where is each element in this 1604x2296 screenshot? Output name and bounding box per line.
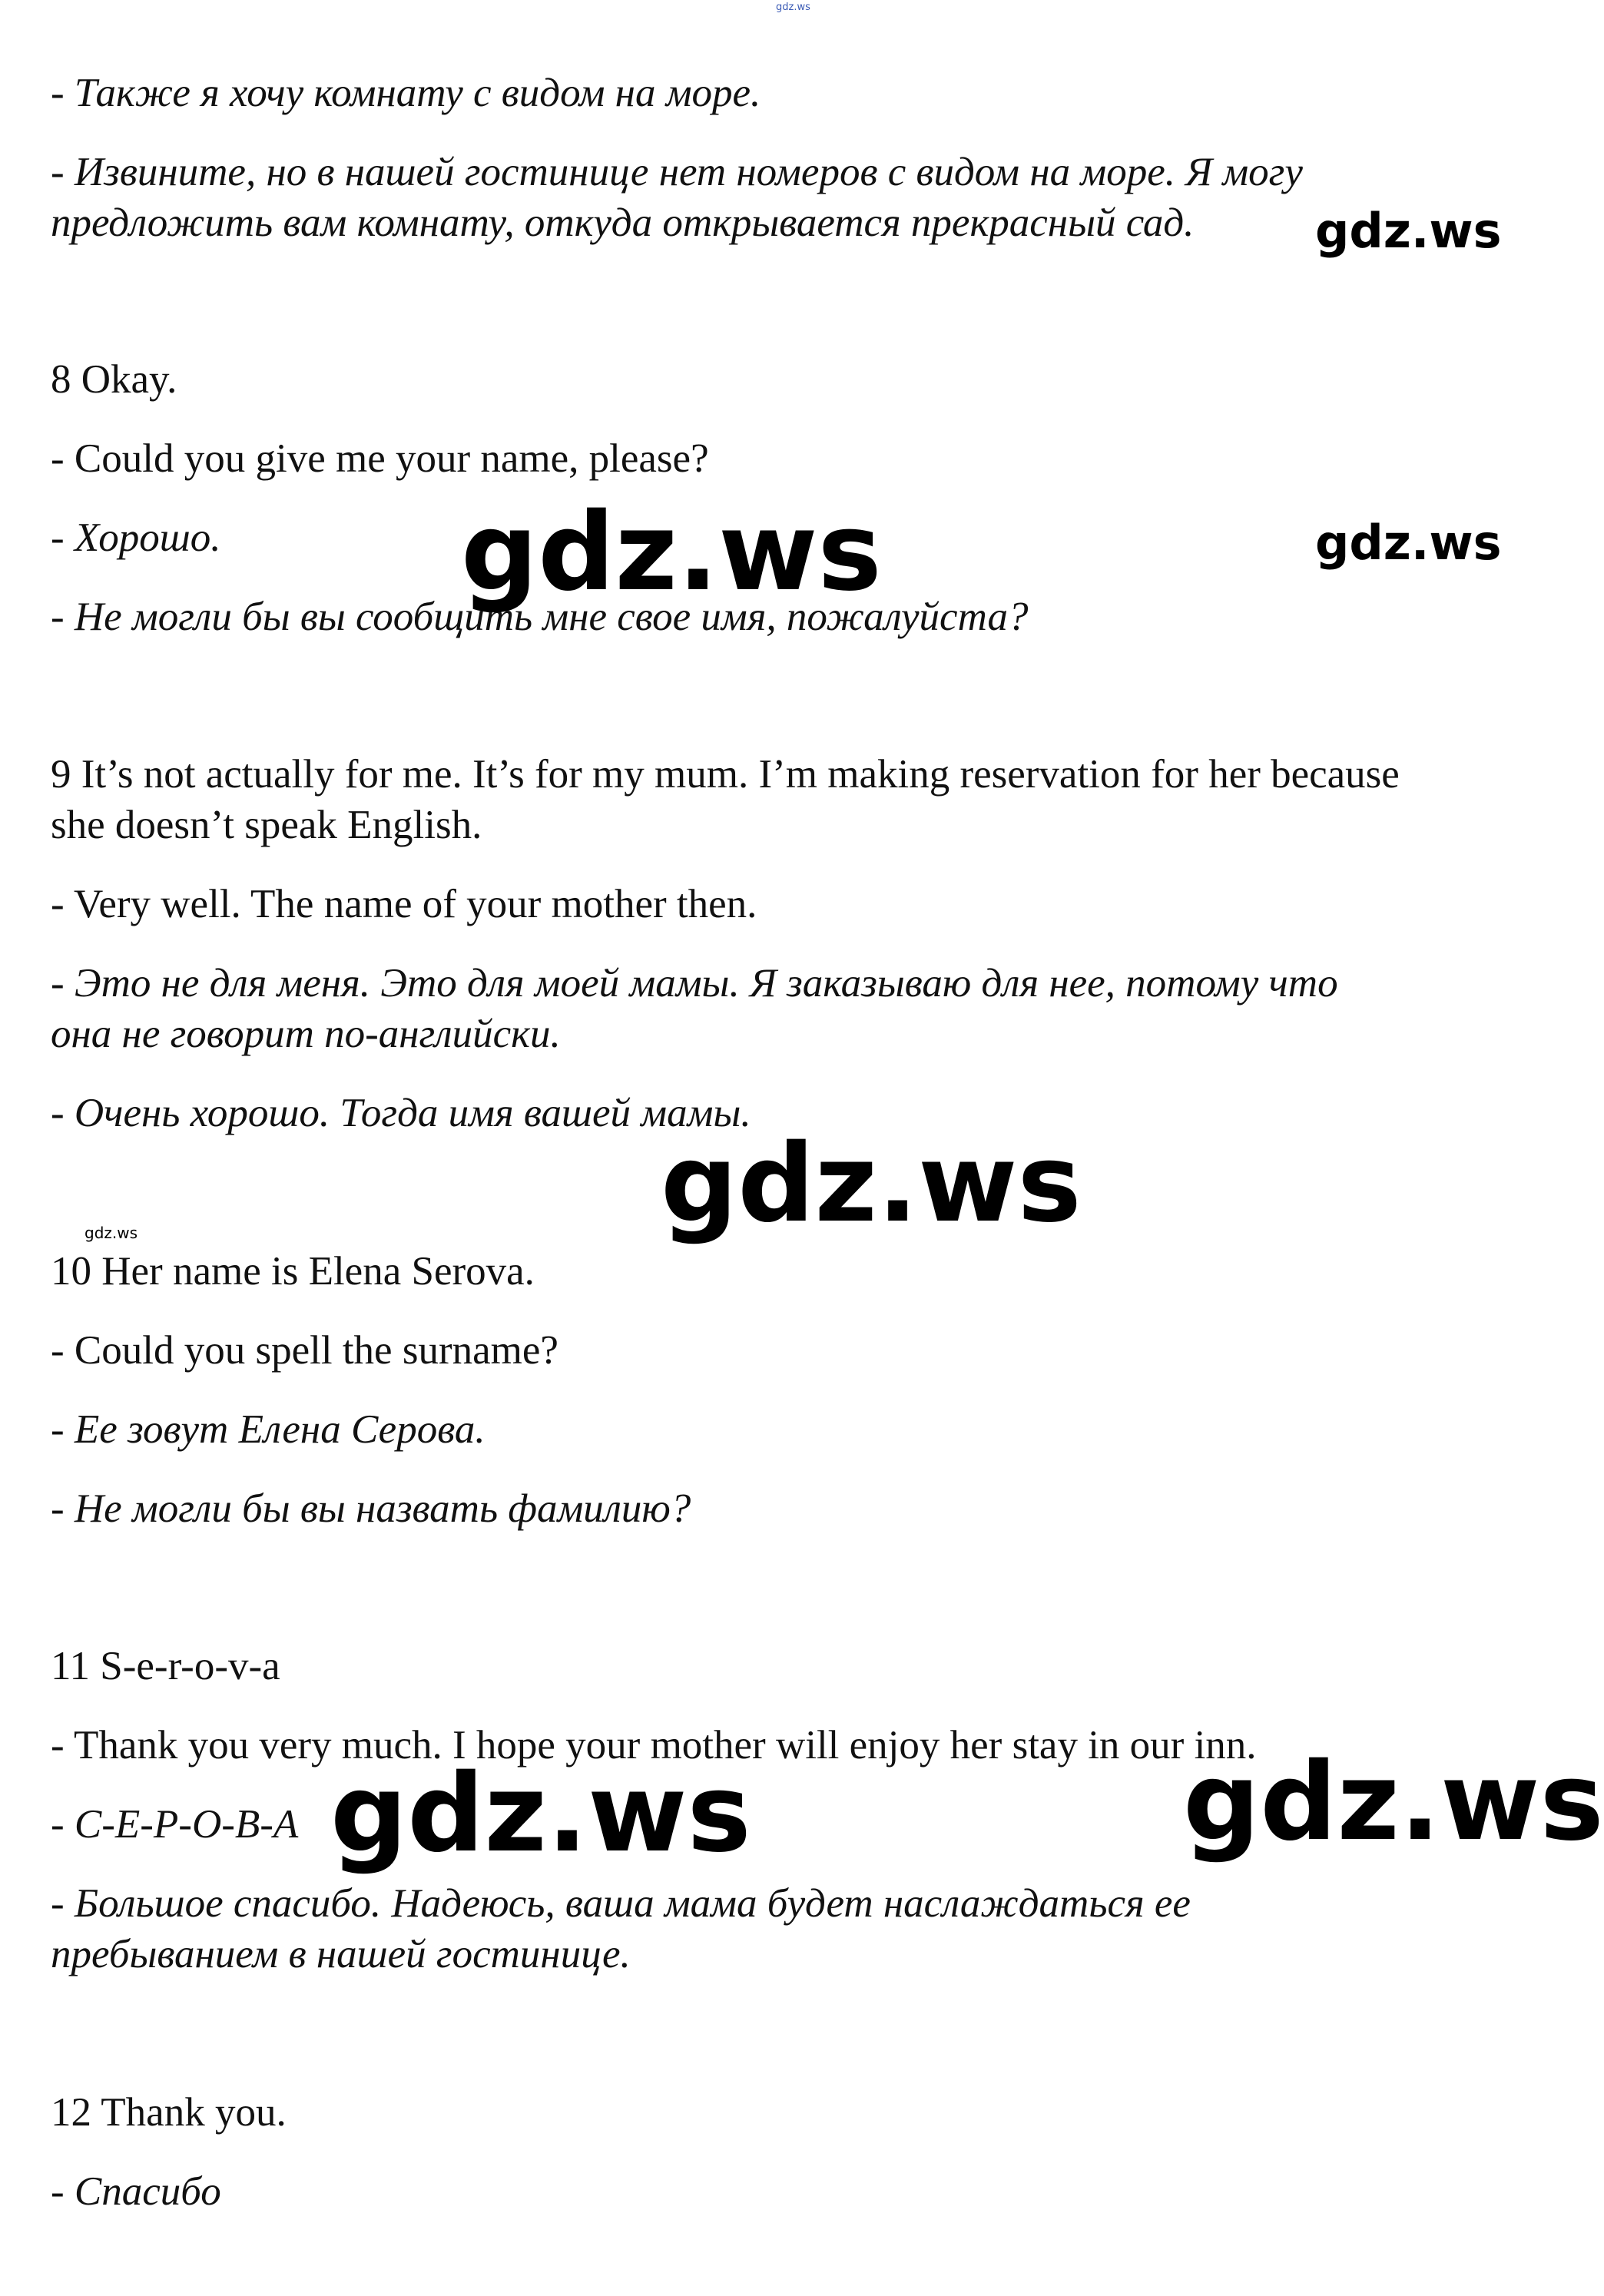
text-line: she doesn’t speak English. bbox=[51, 803, 482, 847]
text-line: 9 It’s not actually for me. It’s for my mum. I’m making reservation for her because bbox=[51, 752, 1400, 797]
text-line: - Very well. The name of your mother then. bbox=[51, 882, 757, 926]
text-line: - Ее зовут Елена Серова. bbox=[51, 1407, 486, 1452]
text-line: - Спасибо bbox=[51, 2169, 221, 2214]
watermark: gdz.ws bbox=[461, 490, 882, 615]
watermark: gdz.ws bbox=[1315, 203, 1502, 259]
text-line: - Не могли бы вы назвать фамилию? bbox=[51, 1486, 691, 1531]
text-line: - Большое спасибо. Надеюсь, ваша мама будет наслаждаться ее bbox=[51, 1881, 1191, 1926]
text-line: - Очень хорошо. Тогда имя вашей мамы. bbox=[51, 1091, 751, 1135]
text-line: - Извините, но в нашей гостинице нет номеров с видом на море. Я могу bbox=[51, 150, 1303, 194]
text-line: предложить вам комнату, откуда открывается прекрасный сад. bbox=[51, 200, 1195, 245]
text-line: 11 S-e-r-o-v-a bbox=[51, 1644, 280, 1688]
text-line: - Это не для меня. Это для моей мамы. Я заказываю для нее, потому что bbox=[51, 961, 1338, 1006]
text-line: - Не могли бы вы сообщить мне свое имя, пожалуйста? bbox=[51, 595, 1029, 639]
watermark: gdz.ws bbox=[1183, 1740, 1604, 1865]
text-line: 12 Thank you. bbox=[51, 2090, 287, 2135]
text-line: пребыванием в нашей гостинице. bbox=[51, 1932, 631, 1976]
text-line: она не говорит по-английски. bbox=[51, 1012, 561, 1056]
text-line: 10 Her name is Elena Serova. bbox=[51, 1249, 535, 1294]
watermark: gdz.ws bbox=[661, 1121, 1082, 1247]
text-line: - Хорошо. bbox=[51, 515, 221, 560]
text-line: - Could you spell the surname? bbox=[51, 1328, 558, 1373]
watermark-top: gdz.ws bbox=[776, 2, 810, 13]
watermark: gdz.ws bbox=[330, 1751, 751, 1877]
watermark-small: gdz.ws bbox=[85, 1224, 138, 1242]
text-line: 8 Okay. bbox=[51, 357, 177, 402]
text-line: - Could you give me your name, please? bbox=[51, 436, 709, 481]
text-line: - С-Е-Р-О-В-А bbox=[51, 1802, 299, 1847]
watermark: gdz.ws bbox=[1315, 515, 1502, 571]
text-line: - Thank you very much. I hope your mother will enjoy her stay in our inn. bbox=[51, 1723, 1257, 1768]
text-line: - Также я хочу комнату с видом на море. bbox=[51, 71, 761, 115]
